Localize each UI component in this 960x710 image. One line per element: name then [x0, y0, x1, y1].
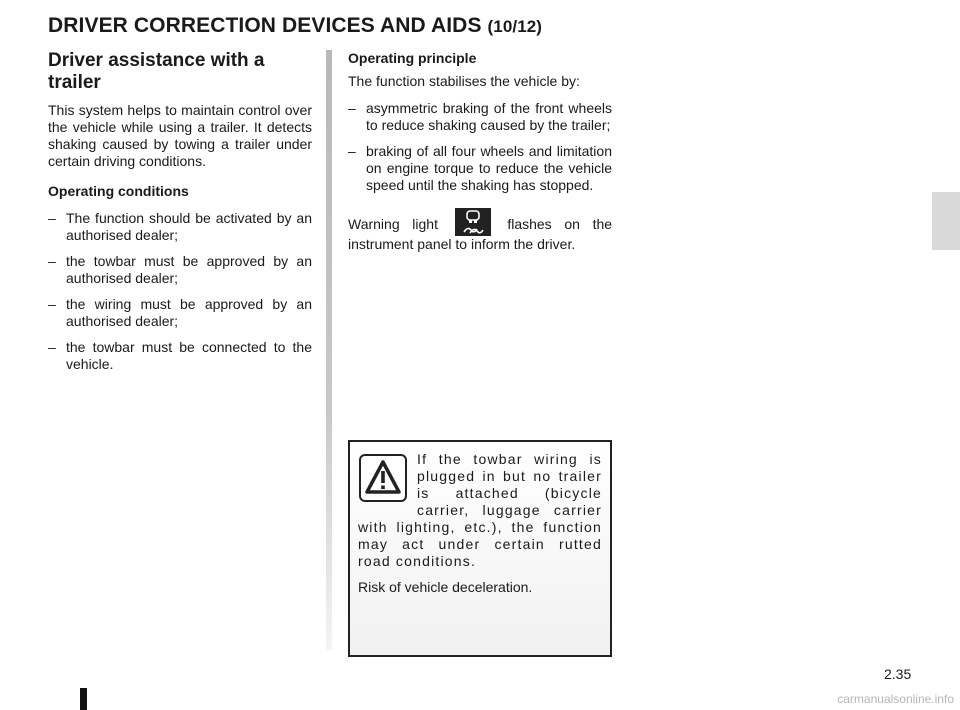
list-item: – the towbar must be connected to the vehicle. [48, 339, 312, 373]
warning-text: If the towbar wiring is plugged in but no trailer is attached (bicycle carrier, luggage carrier with lighting, etc.), the function may act under certain rutted road conditions. [358, 451, 602, 569]
list-item: – the towbar must be approved by an authorised dealer; [48, 253, 312, 287]
page-title-index: (10/12) [487, 17, 543, 36]
operating-conditions-list [48, 210, 312, 373]
section-title: Driver assistance with a trailer [48, 50, 265, 93]
operating-principle-heading: Operating principle [348, 50, 477, 66]
page-title-text: DRIVER CORRECTION DEVICES AND AIDS [48, 14, 482, 37]
list-item: – the wiring must be approved by an authorised dealer; [48, 296, 312, 330]
list-item: – The function should be activated by an authorised dealer; [48, 210, 312, 244]
operating-principle-list [348, 100, 612, 194]
right-column [348, 50, 612, 253]
intro-paragraph: This system helps to maintain control over the vehicle while using a trailer. It detects shaking caused by towing a trailer under certain driving conditions. [48, 102, 312, 169]
column-divider [326, 50, 332, 650]
operating-conditions-heading: Operating conditions [48, 183, 189, 199]
left-column [48, 50, 312, 382]
corner-mark [80, 688, 87, 710]
warning-light-text-after: flashes on the instrument panel to inform the driver. [348, 216, 613, 252]
warning-light-paragraph [348, 208, 612, 253]
warning-risk-text: Risk of vehicle deceleration. [358, 579, 533, 595]
warning-box [348, 440, 612, 657]
page-number: 2.35 [884, 666, 912, 682]
principle-intro: The function stabilises the vehicle by: [348, 73, 580, 89]
watermark: carmanualsonline.info [837, 692, 954, 706]
list-item: – braking of all four wheels and limitation on engine torque to reduce the vehicle speed until the shaking has stopped. [348, 143, 612, 194]
caution-triangle-icon [359, 454, 407, 502]
warning-light-text-before: Warning light [348, 216, 438, 232]
stability-control-warning-icon [455, 208, 491, 236]
list-item: – asymmetric braking of the front wheels to reduce shaking caused by the trailer; [348, 100, 612, 134]
chapter-tab [932, 192, 960, 250]
page-title [48, 14, 542, 38]
